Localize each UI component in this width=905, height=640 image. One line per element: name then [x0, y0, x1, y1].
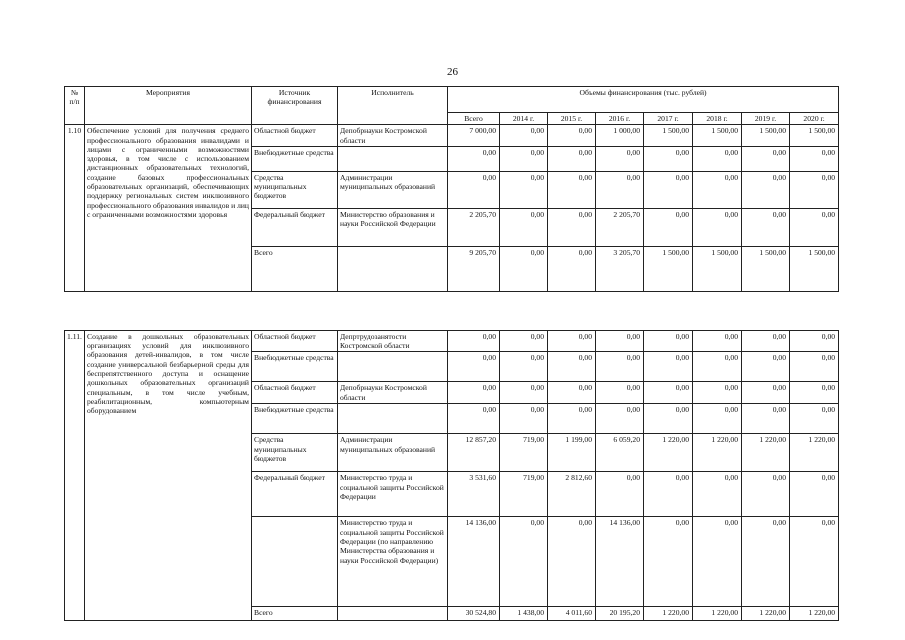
funding-source — [252, 517, 338, 607]
table-header — [65, 87, 839, 125]
funding-source: Федеральный бюджет — [252, 208, 338, 246]
value-year: 0,00 — [790, 352, 839, 382]
executor: Администрации муниципальных образований — [338, 434, 448, 472]
measure-description: Обеспечение условий для получения среднего профессионального образования инвалидами и лицами с ограниченными возможностями здоровья, в том числе с использованием дистанционных образовательных технологий, создание базовых профессиональных образовательных организаций, обеспечивающих поддержку региональных систем инклюзивного профессионального образования инвалидов и лиц с ограниченными возможностями здоровья — [85, 125, 252, 292]
value-year: 0,00 — [548, 330, 596, 352]
value-year: 2 812,60 — [548, 472, 596, 517]
value-year: 4 011,60 — [548, 607, 596, 621]
value-year: 0,00 — [693, 146, 742, 171]
value-year: 0,00 — [644, 352, 693, 382]
value-year: 0,00 — [790, 208, 839, 246]
value-year: 0,00 — [548, 517, 596, 607]
gap-cell — [65, 291, 839, 330]
funding-source: Внебюджетные средства — [252, 352, 338, 382]
value-total: 0,00 — [448, 404, 500, 434]
executor: Министерство образования и науки Российской Федерации — [338, 208, 448, 246]
value-year: 0,00 — [596, 330, 644, 352]
value-total: 0,00 — [448, 171, 500, 208]
measure-description: Создание в дошкольных образовательных организациях условий для инклюзивного образования детей-инвалидов, в том числе создание универсальной безбарьерной среды для беспрепятственного доступа и оснащение дошкольных образовательных организаций специальным, в том числе учебным, реабилитационным, компьютерным оборудованием — [85, 330, 252, 621]
value-year: 0,00 — [742, 404, 790, 434]
value-year: 1 500,00 — [693, 246, 742, 291]
funding-source: Средства муниципальных бюджетов — [252, 171, 338, 208]
executor — [338, 607, 448, 621]
value-year: 0,00 — [548, 125, 596, 147]
funding-source: Всего — [252, 246, 338, 291]
row-number: 1.11. — [65, 330, 85, 621]
value-total: 7 000,00 — [448, 125, 500, 147]
value-year: 0,00 — [644, 330, 693, 352]
value-year: 0,00 — [790, 517, 839, 607]
executor: Министерство труда и социальной защиты Российской Федерации — [338, 472, 448, 517]
value-year: 0,00 — [500, 208, 548, 246]
value-year: 0,00 — [790, 382, 839, 404]
executor: Администрации муниципальных образований — [338, 171, 448, 208]
table-row — [65, 330, 839, 352]
header-year: 2017 г. — [644, 113, 693, 125]
value-year: 0,00 — [500, 246, 548, 291]
value-total: 0,00 — [448, 146, 500, 171]
value-total: 2 205,70 — [448, 208, 500, 246]
financing-table — [64, 86, 839, 621]
value-year: 0,00 — [790, 472, 839, 517]
value-year: 0,00 — [500, 125, 548, 147]
value-year: 0,00 — [790, 404, 839, 434]
value-year: 0,00 — [596, 146, 644, 171]
value-year: 0,00 — [548, 208, 596, 246]
value-year: 0,00 — [548, 404, 596, 434]
value-year: 1 220,00 — [790, 607, 839, 621]
value-year: 0,00 — [500, 171, 548, 208]
value-year: 0,00 — [644, 171, 693, 208]
value-year: 2 205,70 — [596, 208, 644, 246]
value-year: 1 220,00 — [742, 607, 790, 621]
value-year: 0,00 — [693, 472, 742, 517]
value-year: 0,00 — [596, 472, 644, 517]
funding-source: Областной бюджет — [252, 125, 338, 147]
value-year: 0,00 — [548, 246, 596, 291]
value-year: 0,00 — [644, 404, 693, 434]
value-year: 0,00 — [596, 171, 644, 208]
value-total: 9 205,70 — [448, 246, 500, 291]
value-total: 30 524,80 — [448, 607, 500, 621]
header-year: 2020 г. — [790, 113, 839, 125]
value-year: 1 220,00 — [693, 607, 742, 621]
page-number: 26 — [447, 66, 458, 78]
table-body — [65, 125, 839, 621]
value-year: 0,00 — [790, 171, 839, 208]
header-measures: Мероприятия — [85, 87, 252, 125]
value-year: 0,00 — [693, 208, 742, 246]
funding-source: Всего — [252, 607, 338, 621]
value-total: 3 531,60 — [448, 472, 500, 517]
value-year: 0,00 — [644, 517, 693, 607]
value-year: 0,00 — [790, 330, 839, 352]
value-year: 0,00 — [742, 146, 790, 171]
value-year: 719,00 — [500, 472, 548, 517]
value-year: 1 500,00 — [693, 125, 742, 147]
value-year: 0,00 — [596, 382, 644, 404]
funding-source: Внебюджетные средства — [252, 404, 338, 434]
value-year: 0,00 — [693, 171, 742, 208]
value-year: 0,00 — [500, 517, 548, 607]
header-year: 2015 г. — [548, 113, 596, 125]
value-year: 0,00 — [693, 330, 742, 352]
value-year: 0,00 — [693, 404, 742, 434]
value-total: 14 136,00 — [448, 517, 500, 607]
value-year: 719,00 — [500, 434, 548, 472]
funding-source: Федеральный бюджет — [252, 472, 338, 517]
value-year: 1 500,00 — [742, 246, 790, 291]
value-year: 0,00 — [548, 171, 596, 208]
value-year: 0,00 — [742, 208, 790, 246]
value-year: 0,00 — [596, 352, 644, 382]
value-total: 0,00 — [448, 382, 500, 404]
value-year: 1 220,00 — [693, 434, 742, 472]
value-year: 0,00 — [693, 517, 742, 607]
value-year: 6 059,20 — [596, 434, 644, 472]
value-year: 0,00 — [548, 146, 596, 171]
funding-source: Внебюджетные средства — [252, 146, 338, 171]
value-year: 0,00 — [742, 382, 790, 404]
executor: Депобрнауки Костромской области — [338, 125, 448, 147]
value-year: 1 000,00 — [596, 125, 644, 147]
value-year: 20 195,20 — [596, 607, 644, 621]
header-year: 2014 г. — [500, 113, 548, 125]
value-year: 1 438,00 — [500, 607, 548, 621]
executor: Депобрнауки Костромской области — [338, 382, 448, 404]
header-year: 2016 г. — [596, 113, 644, 125]
table-row — [65, 125, 839, 147]
header-year: 2019 г. — [742, 113, 790, 125]
executor: Министерство труда и социальной защиты Российской Федерации (по направлению Министерства образования и науки Российской Федерации) — [338, 517, 448, 607]
value-year: 1 220,00 — [790, 434, 839, 472]
value-year: 0,00 — [742, 472, 790, 517]
value-year: 0,00 — [500, 330, 548, 352]
executor — [338, 404, 448, 434]
value-year: 0,00 — [644, 208, 693, 246]
value-total: 0,00 — [448, 352, 500, 382]
value-year: 0,00 — [742, 171, 790, 208]
value-year: 0,00 — [500, 382, 548, 404]
header-year: 2018 г. — [693, 113, 742, 125]
row-number: 1.10 — [65, 125, 85, 292]
header-num: № п/п — [65, 87, 85, 125]
value-year: 14 136,00 — [596, 517, 644, 607]
section-gap — [65, 291, 839, 330]
value-year: 1 220,00 — [742, 434, 790, 472]
value-year: 0,00 — [742, 517, 790, 607]
header-executor: Исполнитель — [338, 87, 448, 125]
value-year: 1 220,00 — [644, 434, 693, 472]
header-volumes: Объемы финансирования (тыс. рублей) — [448, 87, 839, 113]
value-year: 0,00 — [790, 146, 839, 171]
value-year: 0,00 — [693, 382, 742, 404]
value-year: 1 199,00 — [548, 434, 596, 472]
value-year: 1 500,00 — [742, 125, 790, 147]
value-year: 0,00 — [644, 146, 693, 171]
value-year: 1 220,00 — [644, 607, 693, 621]
value-year: 3 205,70 — [596, 246, 644, 291]
value-year: 0,00 — [644, 472, 693, 517]
header-source: Источник финансирования — [252, 87, 338, 125]
executor — [338, 352, 448, 382]
value-year: 1 500,00 — [790, 125, 839, 147]
header-year: Всего — [448, 113, 500, 125]
executor — [338, 146, 448, 171]
value-total: 0,00 — [448, 330, 500, 352]
funding-source: Средства муниципальных бюджетов — [252, 434, 338, 472]
value-year: 0,00 — [500, 146, 548, 171]
value-year: 0,00 — [693, 352, 742, 382]
value-total: 12 857,20 — [448, 434, 500, 472]
value-year: 0,00 — [644, 382, 693, 404]
value-year: 0,00 — [596, 404, 644, 434]
value-year: 0,00 — [548, 382, 596, 404]
value-year: 1 500,00 — [644, 125, 693, 147]
executor: Депртрудозанятости Костромской области — [338, 330, 448, 352]
value-year: 1 500,00 — [790, 246, 839, 291]
executor — [338, 246, 448, 291]
value-year: 0,00 — [500, 352, 548, 382]
funding-source: Областной бюджет — [252, 382, 338, 404]
funding-source: Областной бюджет — [252, 330, 338, 352]
value-year: 0,00 — [742, 330, 790, 352]
value-year: 1 500,00 — [644, 246, 693, 291]
value-year: 0,00 — [500, 404, 548, 434]
value-year: 0,00 — [548, 352, 596, 382]
value-year: 0,00 — [742, 352, 790, 382]
